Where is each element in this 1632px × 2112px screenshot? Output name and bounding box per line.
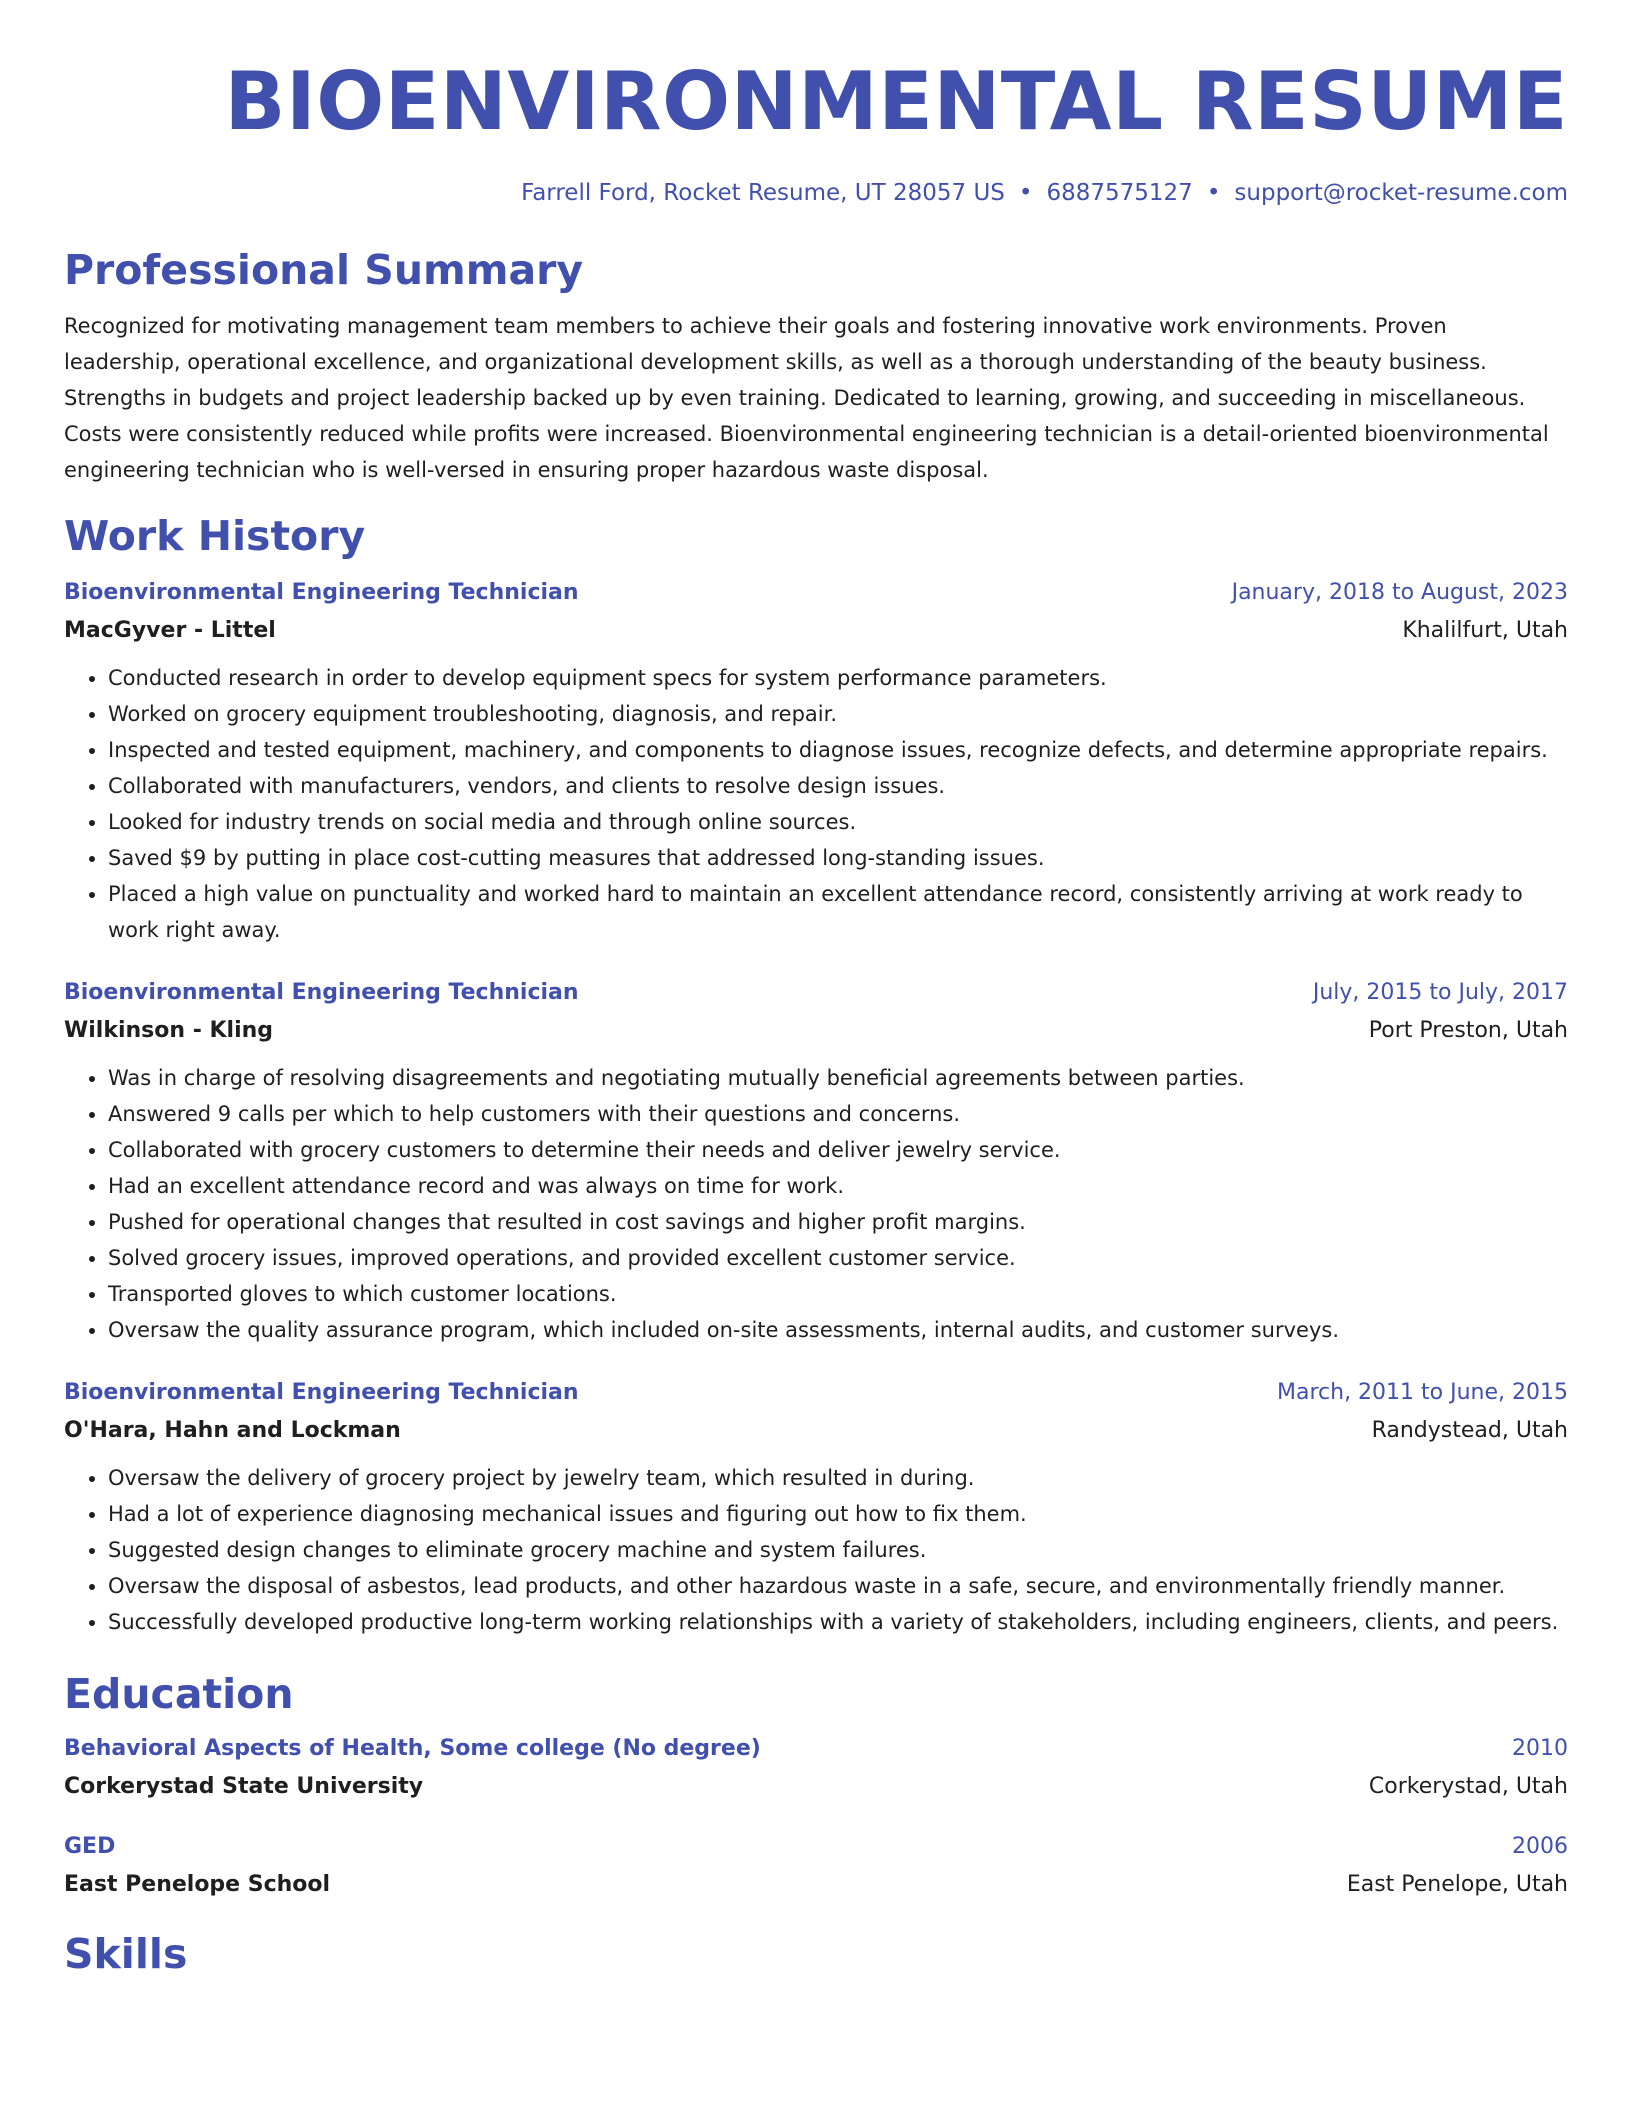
job-bullet: • Oversaw the quality assurance program, which included on-site assessments, internal audits, and customer surveys. bbox=[108, 1312, 1568, 1348]
section-heading-education: Education bbox=[64, 1670, 294, 1718]
job-entry bbox=[64, 978, 1568, 1348]
job-bullet: • Oversaw the delivery of grocery project by jewelry team, which resulted in during. bbox=[108, 1460, 1568, 1496]
education-school: East Penelope School bbox=[64, 1872, 331, 1897]
contact-separator: • bbox=[1018, 180, 1033, 206]
job-bullet: • Answered 9 calls per which to help customers with their questions and concerns. bbox=[108, 1096, 1568, 1132]
job-entry bbox=[64, 578, 1568, 948]
job-bullet-list bbox=[64, 1460, 1568, 1640]
job-bullet: • Worked on grocery equipment troubleshooting, diagnosis, and repair. bbox=[108, 696, 1568, 732]
job-bullet: • Looked for industry trends on social media and through online sources. bbox=[108, 804, 1568, 840]
job-bullet: • Inspected and tested equipment, machinery, and components to diagnose issues, recognize defects, and determine appropriate repairs. bbox=[108, 732, 1568, 768]
job-title: Bioenvironmental Engineering Technician bbox=[64, 980, 579, 1005]
job-bullet: • Collaborated with grocery customers to determine their needs and deliver jewelry service. bbox=[108, 1132, 1568, 1168]
job-company: Wilkinson - Kling bbox=[64, 1018, 274, 1043]
job-bullet: • Was in charge of resolving disagreements and negotiating mutually beneficial agreements between parties. bbox=[108, 1060, 1568, 1096]
education-school-row bbox=[64, 1862, 1568, 1900]
education-degree: Behavioral Aspects of Health, Some college (No degree) bbox=[64, 1736, 761, 1761]
job-bullet: • Transported gloves to which customer locations. bbox=[108, 1276, 1568, 1312]
job-bullet: • Had an excellent attendance record and was always on time for work. bbox=[108, 1168, 1568, 1204]
education-location: East Penelope, Utah bbox=[1346, 1872, 1568, 1897]
education-year: 2006 bbox=[1512, 1834, 1568, 1859]
job-title: Bioenvironmental Engineering Technician bbox=[64, 1380, 579, 1405]
job-dates: March, 2011 to June, 2015 bbox=[1277, 1380, 1568, 1405]
job-title: Bioenvironmental Engineering Technician bbox=[64, 580, 579, 605]
education-year: 2010 bbox=[1512, 1736, 1568, 1761]
resume-header bbox=[64, 0, 1568, 208]
education-school: Corkerystad State University bbox=[64, 1774, 424, 1799]
job-company-row bbox=[64, 1008, 1568, 1046]
job-bullet: • Placed a high value on punctuality and worked hard to maintain an excellent attendance record, consistently arriving at work ready to work right away. bbox=[108, 876, 1568, 948]
education-entry bbox=[64, 1734, 1568, 1802]
contact-separator: • bbox=[1206, 180, 1221, 206]
job-entry bbox=[64, 1378, 1568, 1640]
job-header-row bbox=[64, 578, 1568, 608]
job-bullet: • Oversaw the disposal of asbestos, lead products, and other hazardous waste in a safe, secure, and environmentally friendly manner. bbox=[108, 1568, 1568, 1604]
job-location: Randystead, Utah bbox=[1371, 1418, 1568, 1443]
section-heading-summary: Professional Summary bbox=[64, 246, 584, 294]
job-header-row bbox=[64, 1378, 1568, 1408]
job-bullet: • Suggested design changes to eliminate grocery machine and system failures. bbox=[108, 1532, 1568, 1568]
job-bullet: • Had a lot of experience diagnosing mechanical issues and figuring out how to fix them. bbox=[108, 1496, 1568, 1532]
section-heading-skills: Skills bbox=[64, 1930, 188, 1978]
job-dates: January, 2018 to August, 2023 bbox=[1231, 580, 1568, 605]
education-location: Corkerystad, Utah bbox=[1368, 1774, 1568, 1799]
contact-address: Farrell Ford, Rocket Resume, UT 28057 US bbox=[521, 180, 1005, 206]
summary-text: Recognized for motivating management team members to achieve their goals and fostering innovative work environments. Proven leadership, operational excellence, and organizational development skills, as well as a thorough understanding of the beauty business. Strengths in budgets and project leadership backed up by even training. Dedicated to learning, growing, and succeeding in miscellaneous. Costs were consistently reduced while profits were increased. Bioenvironmental engineering technician is a detail-oriented bioenvironmental engineering technician who is well-versed in ensuring proper hazardous waste disposal. bbox=[64, 314, 1549, 482]
education-list bbox=[64, 1734, 1568, 1900]
education-entry bbox=[64, 1832, 1568, 1900]
job-bullet-list bbox=[64, 660, 1568, 948]
contact-phone: 6887575127 bbox=[1046, 180, 1193, 206]
job-company-row bbox=[64, 1408, 1568, 1446]
education-header-row bbox=[64, 1832, 1568, 1862]
job-bullet: • Collaborated with manufacturers, vendors, and clients to resolve design issues. bbox=[108, 768, 1568, 804]
job-bullet: • Successfully developed productive long-term working relationships with a variety of stakeholders, including engineers, clients, and peers. bbox=[108, 1604, 1568, 1640]
job-bullet: • Pushed for operational changes that resulted in cost savings and higher profit margins. bbox=[108, 1204, 1568, 1240]
education-degree: GED bbox=[64, 1834, 116, 1859]
job-company-row bbox=[64, 608, 1568, 646]
contact-line bbox=[64, 178, 1568, 208]
education-school-row bbox=[64, 1764, 1568, 1802]
work-history-list bbox=[64, 578, 1568, 1640]
job-bullet: • Conducted research in order to develop equipment specs for system performance parameters. bbox=[108, 660, 1568, 696]
job-company: MacGyver - Littel bbox=[64, 618, 276, 643]
job-bullet-list bbox=[64, 1060, 1568, 1348]
section-heading-work-history: Work History bbox=[64, 512, 366, 560]
job-dates: July, 2015 to July, 2017 bbox=[1312, 980, 1568, 1005]
job-header-row bbox=[64, 978, 1568, 1008]
job-bullet: • Solved grocery issues, improved operations, and provided excellent customer service. bbox=[108, 1240, 1568, 1276]
contact-email: support@rocket-resume.com bbox=[1234, 180, 1568, 206]
job-company: O'Hara, Hahn and Lockman bbox=[64, 1418, 401, 1443]
job-location: Khalilfurt, Utah bbox=[1402, 618, 1568, 643]
job-location: Port Preston, Utah bbox=[1368, 1018, 1568, 1043]
job-bullet: • Saved $9 by putting in place cost-cutting measures that addressed long-standing issues. bbox=[108, 840, 1568, 876]
resume-title: BIOENVIRONMENTAL RESUME bbox=[224, 55, 1568, 148]
education-header-row bbox=[64, 1734, 1568, 1764]
